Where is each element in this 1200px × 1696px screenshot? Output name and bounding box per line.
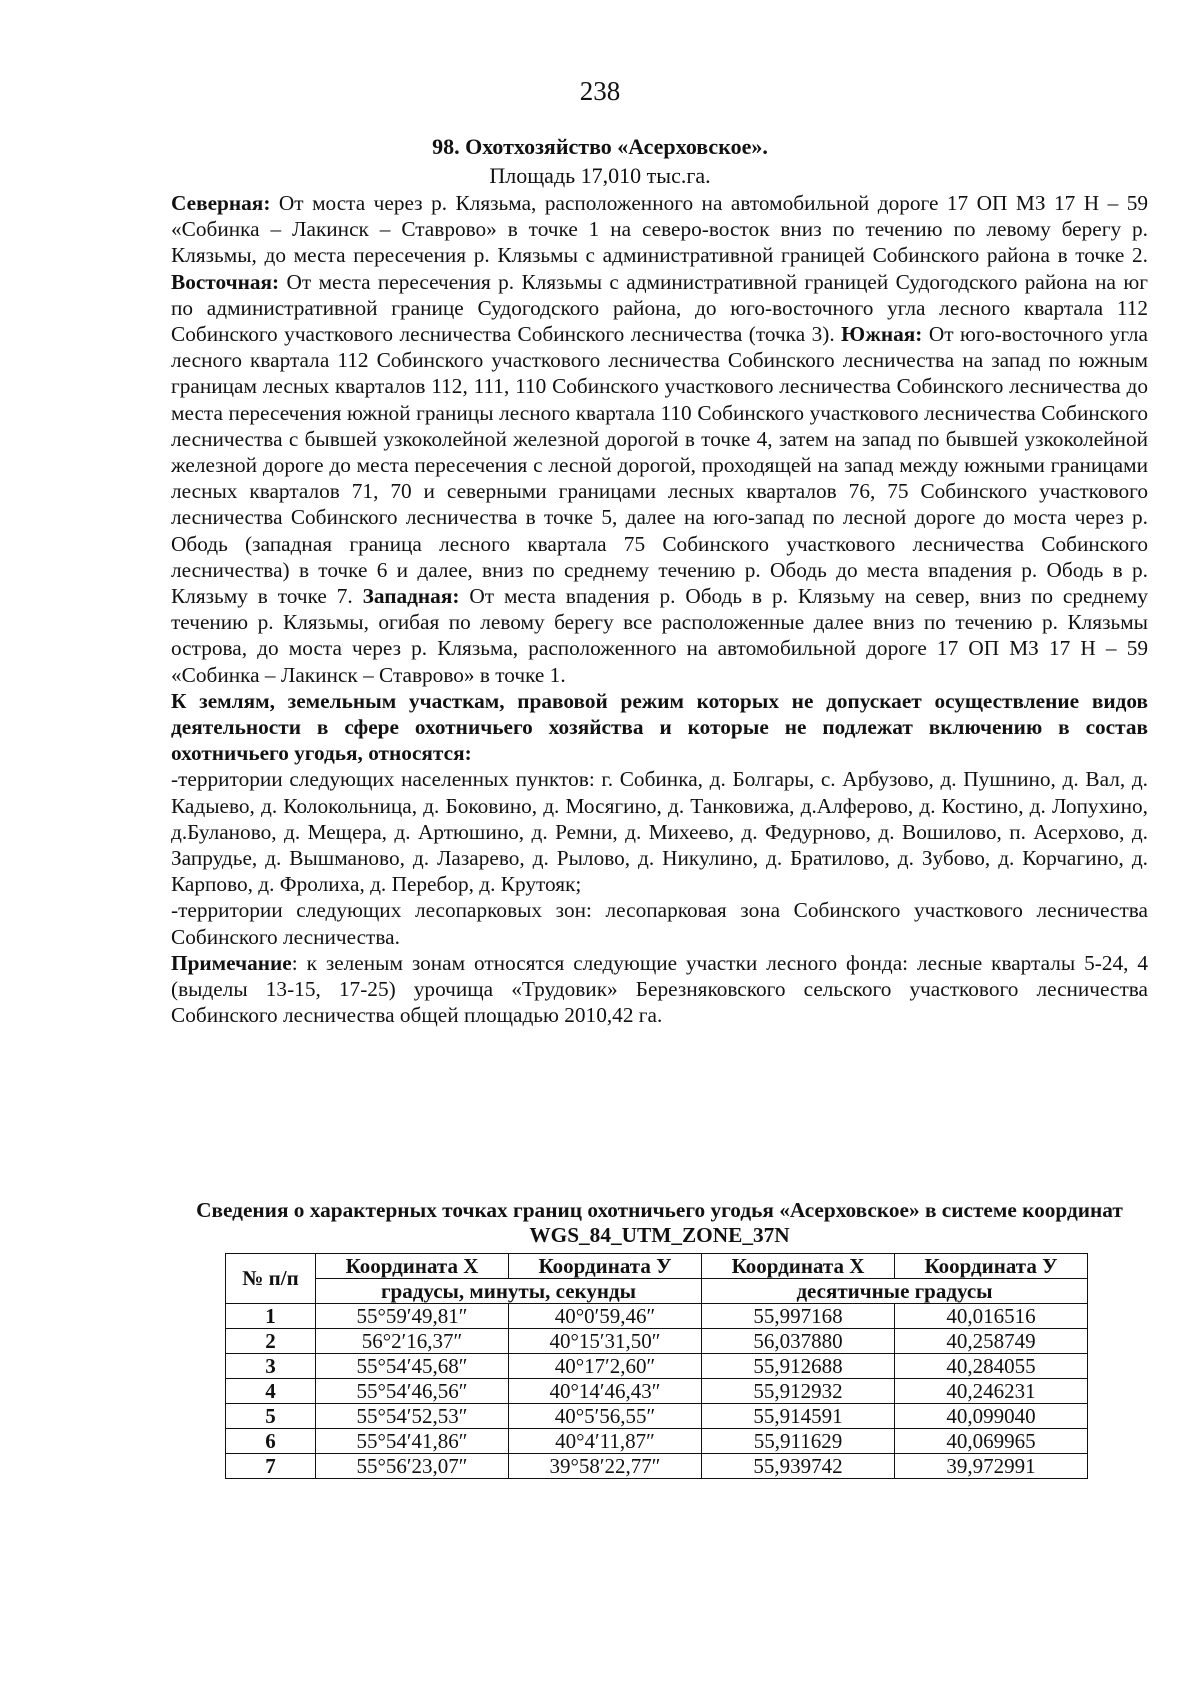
document-body (171, 190, 1148, 1029)
table-row (226, 1329, 1088, 1354)
header-dms: градусы, минуты, секунды (316, 1279, 702, 1304)
cell-y-dec: 40,069965 (895, 1429, 1088, 1454)
row-number: 4 (226, 1379, 316, 1404)
cell-y-dms: 40°15′31,50″ (509, 1329, 702, 1354)
east-text: От места пересечения р. Клязьмы с административной границей Судогодского района на юг по административной границе Судогодского района, до юго-восточного угла лесного квартала 112 Собинского участкового лесничества Собинского лесничества (точка 3). (171, 269, 1148, 347)
header-y-dec: Координата У (895, 1254, 1088, 1279)
cell-y-dec: 40,258749 (895, 1329, 1088, 1354)
row-number: 1 (226, 1304, 316, 1329)
table-row (226, 1454, 1088, 1479)
cell-y-dec: 40,246231 (895, 1379, 1088, 1404)
table-subheader-row (226, 1279, 1088, 1304)
west-text: От места впадения р. Ободь в р. Клязьму на север, вниз по среднему течению р. Клязьмы, огибая по левому берегу все расположенные далее вниз по течению р. Клязьмы острова, до моста через р. Клязьма, расположенного на автомобильной дороге 17 ОП МЗ 17 Н – 59 «Собинка – Лакинск – Ставрово» в точке 1. (171, 584, 1148, 687)
cell-x-dms: 55°54′41,86″ (316, 1429, 509, 1454)
row-number: 5 (226, 1404, 316, 1429)
cell-x-dms: 55°56′23,07″ (316, 1454, 509, 1479)
cell-x-dec: 55,911629 (702, 1429, 895, 1454)
table-row (226, 1304, 1088, 1329)
table-header-row (226, 1254, 1088, 1279)
table-row (226, 1429, 1088, 1454)
forest-parks-paragraph: -территории следующих лесопарковых зон: лесопарковая зона Собинского участкового лесничества Собинского лесничества. (171, 898, 1148, 949)
cell-y-dec: 39,972991 (895, 1454, 1088, 1479)
table-row (226, 1379, 1088, 1404)
cell-x-dms: 55°59′49,81″ (316, 1304, 509, 1329)
cell-y-dms: 39°58′22,77″ (509, 1454, 702, 1479)
table-body (226, 1304, 1088, 1479)
cell-x-dec: 55,939742 (702, 1454, 895, 1479)
cell-y-dms: 40°14′46,43″ (509, 1379, 702, 1404)
cell-x-dec: 55,912932 (702, 1379, 895, 1404)
cell-x-dec: 55,912688 (702, 1354, 895, 1379)
west-label: Западная: (362, 584, 460, 609)
header-x-dec: Координата Х (702, 1254, 895, 1279)
south-text: От юго-восточного угла лесного квартала 112 Собинского участкового лесничества Собинского лесничества на запад по южным границам лесных кварталов 112, 111, 110 Собинского участкового лесничества Собинского лесничества до места пересечения южной границы лесного квартала 110 Собинского участкового лесничества Собинского лесничества с бывшей узкоколейной железной дорогой в точке 4, затем на запад по бывшей узкоколейной железной дороге до места пересечения с лесной дорогой, проходящей на запад между южными границами лесных кварталов 71, 70 и северными границами лесных кварталов 76, 75 Собинского участкового лесничества Собинского лесничества в точке 5, далее на юго-запад по лесной дороге до моста через р. Ободь (западная граница лесного квартала 75 Собинского участкового лесничества Собинского лесничества) в точке 6 и далее, вниз по среднему течению р. Ободь до места впадения р. Ободь в р. Клязьму в точке 7. (171, 322, 1148, 609)
header-y-dms: Координата У (509, 1254, 702, 1279)
cell-x-dms: 55°54′45,68″ (316, 1354, 509, 1379)
cell-y-dec: 40,284055 (895, 1354, 1088, 1379)
row-number: 6 (226, 1429, 316, 1454)
note-label: Примечание (171, 950, 292, 975)
table-row (226, 1354, 1088, 1379)
section-title: 98. Охотхозяйство «Асерховское». (432, 134, 768, 159)
restricted-heading: К землям, земельным участкам, правовой режим которых не допускает осуществление видов деятельности в сфере охотничьего хозяйства и которые не подлежат включению в состав охотничьего угодья, относятся: (171, 688, 1148, 766)
south-label: Южная: (841, 322, 923, 347)
table-caption: Сведения о характерных точках границ охотничьего угодья «Асерховское» в системе координат WGS_84_UTM_ZONE_37N (196, 1198, 1123, 1247)
row-number: 2 (226, 1329, 316, 1354)
cell-y-dms: 40°17′2,60″ (509, 1354, 702, 1379)
north-text: От моста через р. Клязьма, расположенного на автомобильной дороге 17 ОП МЗ 17 Н – 59 «Собинка – Лакинск – Ставрово» в точке 1 на северо-восток вниз по течению по левому берегу р. Клязьмы, до места пересечения р. Клязьмы с административной границей Собинского района в точке 2. (171, 191, 1148, 268)
cell-y-dms: 40°5′56,55″ (509, 1404, 702, 1429)
cell-x-dec: 55,997168 (702, 1304, 895, 1329)
cell-x-dms: 56°2′16,37″ (316, 1329, 509, 1354)
settlements-paragraph: -территории следующих населенных пунктов: г. Собинка, д. Болгары, с. Арбузово, д. Пушнино, д. Вал, д. Кадыево, д. Колокольница, д. Боковино, д. Мосягино, д. Танковижа, д.Алферово, д. Костино, д. Лопухино, д.Буланово, д. Мещера, д. Артюшино, д. Ремни, д. Михеево, д. Федурново, д. Вошилово, п. Асерхово, д. Запрудье, д. Вышманово, д. Лазарево, д. Рылово, д. Никулино, д. Братилово, д. Зубово, д. Корчагино, д. Карпово, д. Фролиха, д. Перебор, д. Крутояк; (171, 767, 1148, 897)
row-number: 7 (226, 1454, 316, 1479)
note-text: : к зеленым зонам относятся следующие участки лесного фонда: лесные кварталы 5-24, 4 (выделы 13-15, 17-25) урочища «Трудовик» Березняковского сельского участкового лесничества Собинского лесничества общей площадью 2010,42 га. (171, 950, 1148, 1028)
cell-y-dms: 40°0′59,46″ (509, 1304, 702, 1329)
cell-x-dec: 55,914591 (702, 1404, 895, 1429)
note-paragraph (171, 950, 1148, 1029)
row-number: 3 (226, 1354, 316, 1379)
cell-x-dms: 55°54′46,56″ (316, 1379, 509, 1404)
coordinates-table (225, 1253, 1088, 1479)
page-number: 238 (579, 76, 621, 106)
header-number: № п/п (226, 1254, 316, 1304)
cell-x-dec: 56,037880 (702, 1329, 895, 1354)
table-row (226, 1404, 1088, 1429)
header-x-dms: Координата Х (316, 1254, 509, 1279)
north-label: Северная: (171, 191, 271, 215)
borders-paragraph (171, 190, 1148, 688)
cell-y-dec: 40,099040 (895, 1404, 1088, 1429)
area-line: Площадь 17,010 тыс.га. (489, 163, 711, 188)
cell-y-dec: 40,016516 (895, 1304, 1088, 1329)
cell-y-dms: 40°4′11,87″ (509, 1429, 702, 1454)
header-dec: десятичные градусы (702, 1279, 1088, 1304)
cell-x-dms: 55°54′52,53″ (316, 1404, 509, 1429)
east-label: Восточная: (171, 269, 280, 294)
